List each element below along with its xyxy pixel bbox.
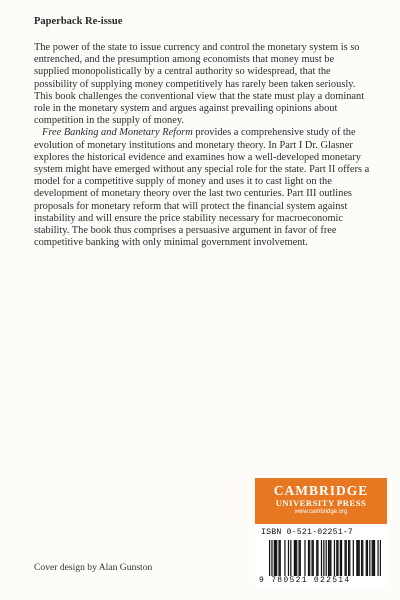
barcode-bar (373, 540, 374, 576)
barcode-bar (372, 540, 373, 576)
barcode-bar (334, 540, 335, 576)
barcode-bar (290, 540, 291, 576)
barcode-digits: 9 780521 022514 (259, 576, 351, 585)
barcode-bar (369, 540, 370, 576)
barcode-bar (374, 540, 375, 576)
barcode-bar (304, 540, 305, 576)
barcode-bar (313, 540, 314, 576)
barcode-bar (380, 540, 381, 576)
barcode-bar (377, 540, 378, 576)
barcode-bar (362, 540, 363, 576)
barcode-bar (361, 540, 362, 576)
barcode-bar (344, 540, 345, 576)
barcode-area (255, 526, 387, 588)
barcode-bar (269, 540, 270, 576)
barcode-bar (353, 540, 354, 576)
barcode-bar (323, 540, 324, 576)
barcode-bar (276, 540, 277, 576)
barcode-bar (296, 540, 297, 576)
barcode-bar (298, 540, 299, 576)
publisher-subname: UNIVERSITY PRESS (275, 498, 367, 508)
description-paragraph-2 (34, 127, 370, 249)
barcode-bar (330, 540, 331, 576)
barcode-bar (329, 540, 330, 576)
barcode-bar (328, 540, 329, 576)
barcode-bar (317, 540, 318, 576)
barcode-bar (321, 540, 322, 576)
barcode-bar (278, 540, 279, 576)
barcode-bar (359, 540, 360, 576)
description-paragraph-2-text: provides a comprehensive study of the evolution of monetary institutions and monetary theory. In Part I Dr. Glasner explores the historical evidence and examines how a well-developed monetary system might have emerged without any special role for the state. Part II offers a model for a competitive supply of money and uses it to cast light on the development of monetary theory over the last two centuries. Part III outlines proposals for monetary reform that will protect the financial system against instability and will ensure the price stability necessary for macroeconomic stability. The book thus comprises a persuasive argument in favor of free competitive banking with only minimal government involvement. (34, 127, 370, 249)
reissue-heading: Paperback Re-issue (34, 16, 123, 27)
barcode-bar (284, 540, 285, 576)
barcode-bar (280, 540, 281, 576)
barcode-bar (295, 540, 296, 576)
barcode-bar (348, 540, 349, 576)
barcode-bars (269, 540, 381, 576)
description-paragraph-1: The power of the state to issue currency and control the monetary system is so entrenched, and the presumption among economists that money must be supplied monopolistically by a central authority so widespread, that the possibility of supplying money competitively has rarely been taken seriously. This book challenges the conventional view that the state must play a dominant role in the monetary system and argues against prevailing opinions about competition in the supply of money. (34, 42, 365, 127)
barcode-bar (316, 540, 317, 576)
barcode-bar (326, 540, 327, 576)
isbn-label: ISBN 0-521-02251-7 (261, 528, 354, 537)
barcode-bar (349, 540, 350, 576)
book-description (34, 42, 370, 249)
publisher-name: CAMBRIDGE (273, 483, 369, 498)
barcode-bar (288, 540, 289, 576)
publisher-url: www.cambridge.org (294, 509, 348, 515)
barcode-bar (340, 540, 341, 576)
barcode-bar (294, 540, 295, 576)
barcode-bar (356, 540, 357, 576)
barcode-bar (367, 540, 368, 576)
barcode-bar (274, 540, 275, 576)
barcode-bar (346, 540, 347, 576)
barcode-bar (337, 540, 338, 576)
cover-design-credit: Cover design by Alan Gunston (34, 562, 153, 573)
barcode-bar (309, 540, 310, 576)
barcode-bar (311, 540, 312, 576)
barcode-bar (300, 540, 301, 576)
barcode-bar (341, 540, 342, 576)
publisher-logo-block (255, 478, 387, 524)
barcode-bar (357, 540, 358, 576)
barcode-bar (308, 540, 309, 576)
book-title-italic: Free Banking and Monetary Reform (42, 127, 193, 139)
barcode-bar (366, 540, 367, 576)
barcode-bar (271, 540, 272, 576)
barcode-bar (275, 540, 276, 576)
barcode-bar (336, 540, 337, 576)
